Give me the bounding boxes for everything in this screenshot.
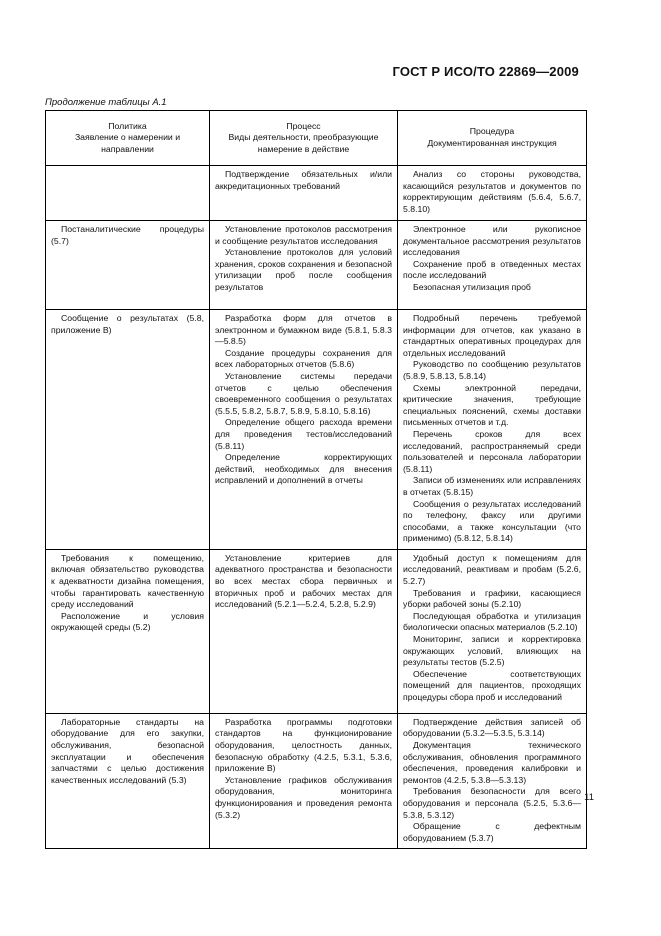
procedure-item: Обеспечение соответствующих помещений для пациентов, проходящих процедуры сбора проб и исследований [403, 668, 581, 702]
policy-cell [46, 713, 210, 849]
column-header-title: Процесс [286, 120, 321, 131]
process-item: Установление критериев для адекватного пространства и безопасности во всех местах сбора первичных и вторичных проб и рабочих местах для исследований (5.2.1—5.2.4, 5.2.8, 5.2.9) [215, 552, 392, 610]
process-cell [210, 713, 398, 849]
table-row [46, 166, 587, 221]
table-row [46, 221, 587, 310]
procedure-item: Безопасная утилизация проб [413, 281, 531, 292]
procedure-item: Требования и графики, касающиеся уборки рабочей зоны (5.2.10) [403, 587, 581, 610]
process-cell [210, 166, 398, 221]
column-header-subtitle: Документированная инструкция [427, 138, 557, 148]
procedure-item: Подтверждение действия записей об оборудовании (5.3.2—5.3.5, 5.3.14) [403, 716, 581, 739]
procedure-item: Схемы электронной передачи, критические значения, требующие специальных пояснений, схемы доставки письменных отчетов и т.д. [403, 382, 581, 428]
column-header-policy [46, 111, 210, 166]
procedure-item: Требования безопасности для всего оборудования и персонала (5.2.5, 5.3.6—5.3.8, 5.3.12) [403, 786, 581, 820]
policy-item: Постаналитические процедуры (5.7) [51, 224, 204, 246]
procedure-item: Анализ со стороны руководства, касающийся результатов и документов по корректирующим действиям (5.6.4, 5.6.7, 5.8.10) [403, 169, 581, 214]
procedures-table [45, 110, 587, 849]
page-number: 11 [584, 792, 594, 803]
policy-cell [46, 221, 210, 310]
policy-item: Лабораторные стандарты на оборудование для его закупки, обслуживания, безопасной эксплуатации и обеспечения запчастями с целью достижения качественных исследований (5.3) [51, 716, 204, 785]
policy-cell [46, 166, 210, 221]
procedure-item: Руководство по сообщению результатов (5.8.9, 5.8.13, 5.8.14) [403, 359, 581, 381]
process-item: Подтверждение обязательных и/или аккредитационных требований [215, 169, 392, 191]
procedure-item: Удобный доступ к помещениям для исследований, реактивам и пробам (5.2.6, 5.2.7) [403, 552, 581, 587]
policy-item: Сообщение о результатах (5.8, приложение В) [51, 313, 204, 335]
process-item: Определение общего расхода времени для проведения тестов/исследований (5.8.11) [215, 417, 392, 451]
policy-cell [46, 549, 210, 713]
procedure-cell [398, 166, 587, 221]
process-item: Установление системы передачи отчетов с целью обеспечения своевременного сообщения о результатах (5.5.5, 5.8.2, 5.8.7, 5.8.9, 5.8.10, 5.8.16) [215, 370, 392, 416]
procedure-item: Перечень сроков для всех исследований, распространяемый среди пользователей и персонала лаборатории (5.8.11) [403, 428, 581, 474]
procedure-item: Последующая обработка и утилизация биологически опасных материалов (5.2.10) [403, 610, 581, 633]
procedure-item: Мониторинг, записи и корректировка окружающих условий, влияющих на результаты тестов (5.2.5) [403, 634, 581, 668]
procedure-item: Записи об изменениях или исправлениях в отчетах (5.8.15) [403, 475, 581, 497]
process-item: Установление графиков обслуживания оборудования, мониторинга функционирования и проведения ремонта (5.3.2) [215, 774, 392, 820]
procedure-item: Документация технического обслуживания, обновления программного обеспечения, проведения калибровки и ремонтов (4.2.5, 5.3.8—5.3.13) [403, 740, 581, 785]
procedure-item: Сохранение проб в отведенных местах после исследований [403, 258, 581, 281]
procedure-item: Электронное или рукописное документальное рассмотрения результатов исследования [403, 224, 581, 258]
policy-cell [46, 310, 210, 550]
process-item: Определение корректирующих действий, необходимых для внесения исправлений и дополнений в отчеты [215, 452, 392, 486]
column-header-title: Политика [108, 120, 147, 131]
column-header-title: Процедура [469, 126, 515, 137]
column-header-process [210, 111, 398, 166]
table-row [46, 310, 587, 550]
table-caption: Продолжение таблицы А.1 [45, 97, 167, 108]
procedure-item: Обращение с дефектным оборудованием (5.3.7) [403, 821, 581, 843]
process-cell [210, 221, 398, 310]
procedure-cell [398, 221, 587, 310]
procedure-item: Сообщения о результатах исследований по телефону, факсу или другими способами, а также консультации (что применимо) (5.8.12, 5.8.14) [403, 498, 581, 544]
policy-item: Требования к помещению, включая обязательство руководства к адекватности дизайна помещения, чтобы гарантировать качественную среду исследований [51, 552, 204, 610]
column-header-subtitle: Виды деятельности, преобразующие намерение в действие [228, 132, 379, 154]
standard-code: ГОСТ Р ИСО/ТО 22869—2009 [392, 64, 579, 79]
policy-item: Расположение и условия окружающей среды (5.2) [51, 610, 204, 633]
process-item: Создание процедуры сохранения для всех лабораторных отчетов (5.8.6) [215, 347, 392, 370]
procedure-cell [398, 549, 587, 713]
column-header-procedure [398, 111, 587, 166]
procedure-cell [398, 713, 587, 849]
procedure-cell [398, 310, 587, 550]
table-header-row [46, 111, 587, 166]
column-header-subtitle: Заявление о намерении и направлении [74, 132, 181, 154]
process-item: Установление протоколов рассмотрения и сообщение результатов исследования [215, 224, 392, 246]
process-item: Установление протоколов для условий хранения, сроков сохранения и безопасной утилизации проб после сообщения результатов [215, 247, 392, 292]
table-row [46, 549, 587, 713]
process-item: Разработка программы подготовки стандартов на функционирование оборудования, целостность данных, безопасную обработку (4.2.5, 5.3.1, 5.3.6, приложение В) [215, 716, 392, 774]
process-item: Разработка форм для отчетов в электронном и бумажном виде (5.8.1, 5.8.3—5.8.5) [215, 313, 392, 347]
process-cell [210, 549, 398, 713]
procedure-item: Подробный перечень требуемой информации для отчетов, как указано в стандартных оперативных процедурах для отдельных исследований [403, 313, 581, 358]
process-cell [210, 310, 398, 550]
table-row [46, 713, 587, 849]
